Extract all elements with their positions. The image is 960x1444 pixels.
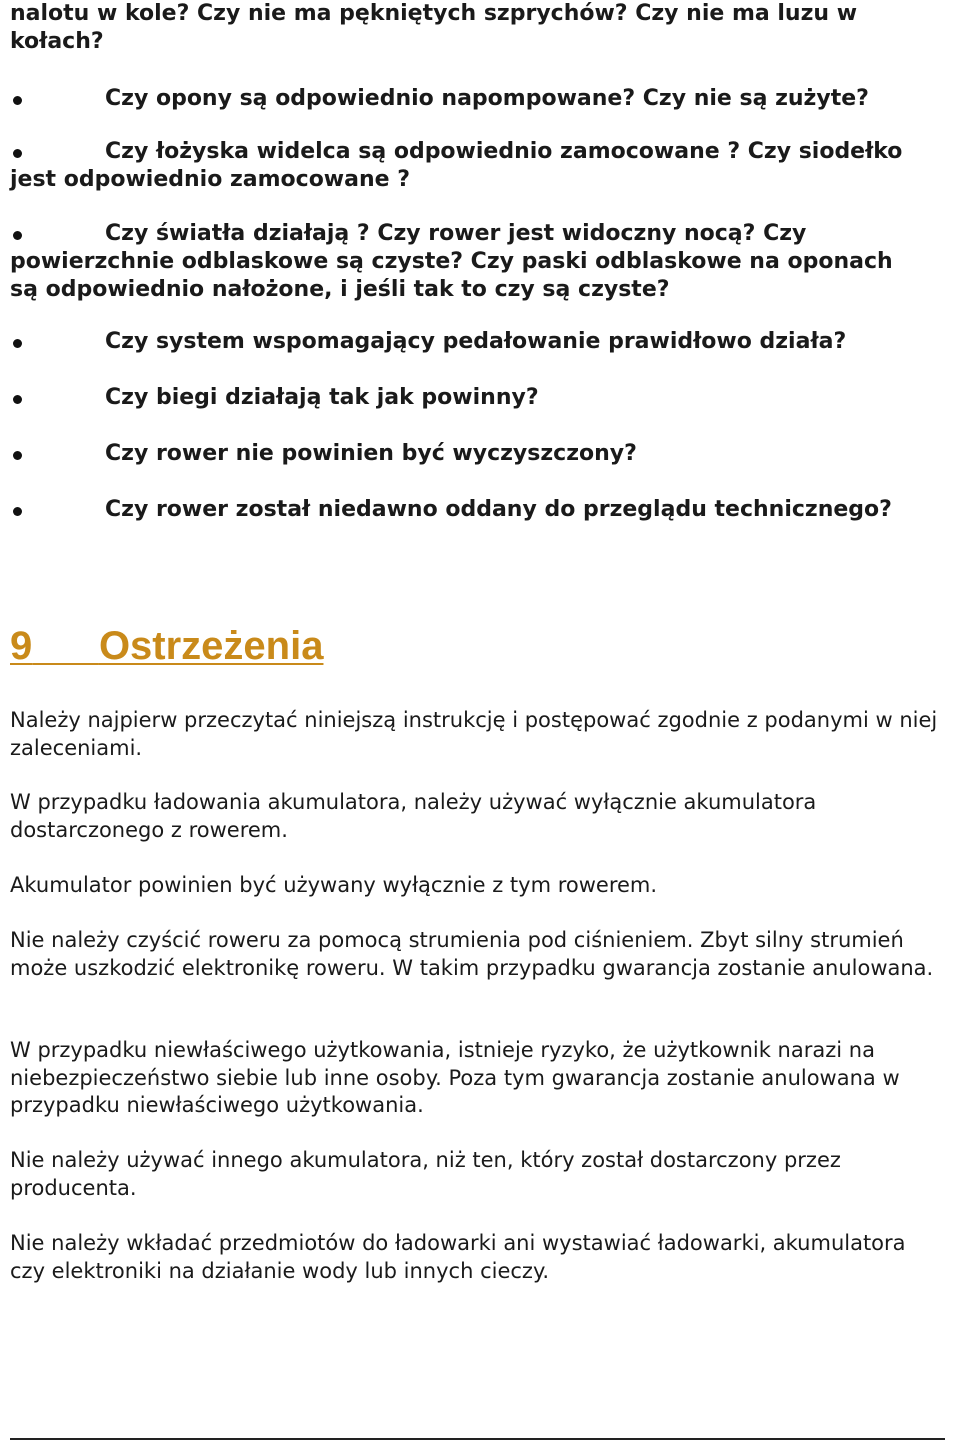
checklist-item xyxy=(10,85,945,113)
section-heading xyxy=(10,622,323,670)
warning-paragraph: Należy najpierw przeczytać niniejszą instrukcję i postępować zgodnie z podanymi w niej zaleceniami. xyxy=(10,708,938,760)
warning-paragraph: W przypadku niewłaściwego użytkowania, istnieje ryzyko, że użytkownik narazi na niebezpieczeństwo siebie lub inne osoby. Poza tym gwarancja zostanie anulowana w przypadku niewłaściwego użytkowania. xyxy=(10,1038,900,1117)
bullet-icon xyxy=(13,96,22,105)
continuation-line: nalotu w kole? Czy nie ma pękniętych szprychów? Czy nie ma luzu w xyxy=(10,1,858,26)
checklist-item-text: jest odpowiednio zamocowane ? xyxy=(10,167,410,192)
bullet-icon xyxy=(13,149,22,158)
checklist-item-text: są odpowiednio nałożone, i jeśli tak to czy są czyste? xyxy=(10,277,670,302)
checklist-item-text: Czy rower został niedawno oddany do przeglądu technicznego? xyxy=(105,497,892,522)
checklist-item xyxy=(10,384,945,412)
section-number: 9 xyxy=(10,624,33,668)
warning-paragraph: Akumulator powinien być używany wyłącznie z tym rowerem. xyxy=(10,873,658,897)
bullet-icon xyxy=(13,451,22,460)
bullet-icon xyxy=(13,395,22,404)
checklist-item-text: Czy opony są odpowiednio napompowane? Czy nie są zużyte? xyxy=(105,86,869,111)
checklist-item-text: Czy rower nie powinien być wyczyszczony? xyxy=(105,441,637,466)
checklist-item-text: powierzchnie odblaskowe są czyste? Czy paski odblaskowe na oponach xyxy=(10,249,893,274)
checklist-continuation xyxy=(10,0,910,56)
warning-paragraph: Nie należy czyścić roweru za pomocą strumienia pod ciśnieniem. Zbyt silny strumień może uszkodzić elektronikę roweru. W takim przypadku gwarancja zostanie anulowana. xyxy=(10,928,934,980)
checklist-item xyxy=(10,496,945,524)
bullet-icon xyxy=(13,507,22,516)
warning-paragraph: Nie należy używać innego akumulatora, niż ten, który został dostarczony przez producenta. xyxy=(10,1148,841,1200)
checklist-item xyxy=(10,138,945,194)
checklist-item-text: Czy biegi działają tak jak powinny? xyxy=(105,385,539,410)
checklist-item xyxy=(10,440,945,468)
warning-paragraph: Nie należy wkładać przedmiotów do ładowarki ani wystawiać ładowarki, akumulatora czy elektroniki na działanie wody lub innych cieczy. xyxy=(10,1231,906,1283)
bullet-icon xyxy=(13,339,22,348)
checklist-item-text: Czy system wspomagający pedałowanie prawidłowo działa? xyxy=(105,329,847,354)
checklist-item xyxy=(10,328,945,356)
checklist-item-text: Czy łożyska widelca są odpowiednio zamocowane ? Czy siodełko xyxy=(105,139,903,164)
footer-divider xyxy=(10,1438,945,1440)
checklist-item xyxy=(10,220,945,304)
warning-paragraph: W przypadku ładowania akumulatora, należy używać wyłącznie akumulatora dostarczonego z rowerem. xyxy=(10,790,817,842)
bullet-icon xyxy=(13,231,22,240)
continuation-line: kołach? xyxy=(10,29,104,54)
checklist-item-text: Czy światła działają ? Czy rower jest widoczny nocą? Czy xyxy=(105,221,807,246)
section-title: Ostrzeżenia xyxy=(98,624,324,668)
